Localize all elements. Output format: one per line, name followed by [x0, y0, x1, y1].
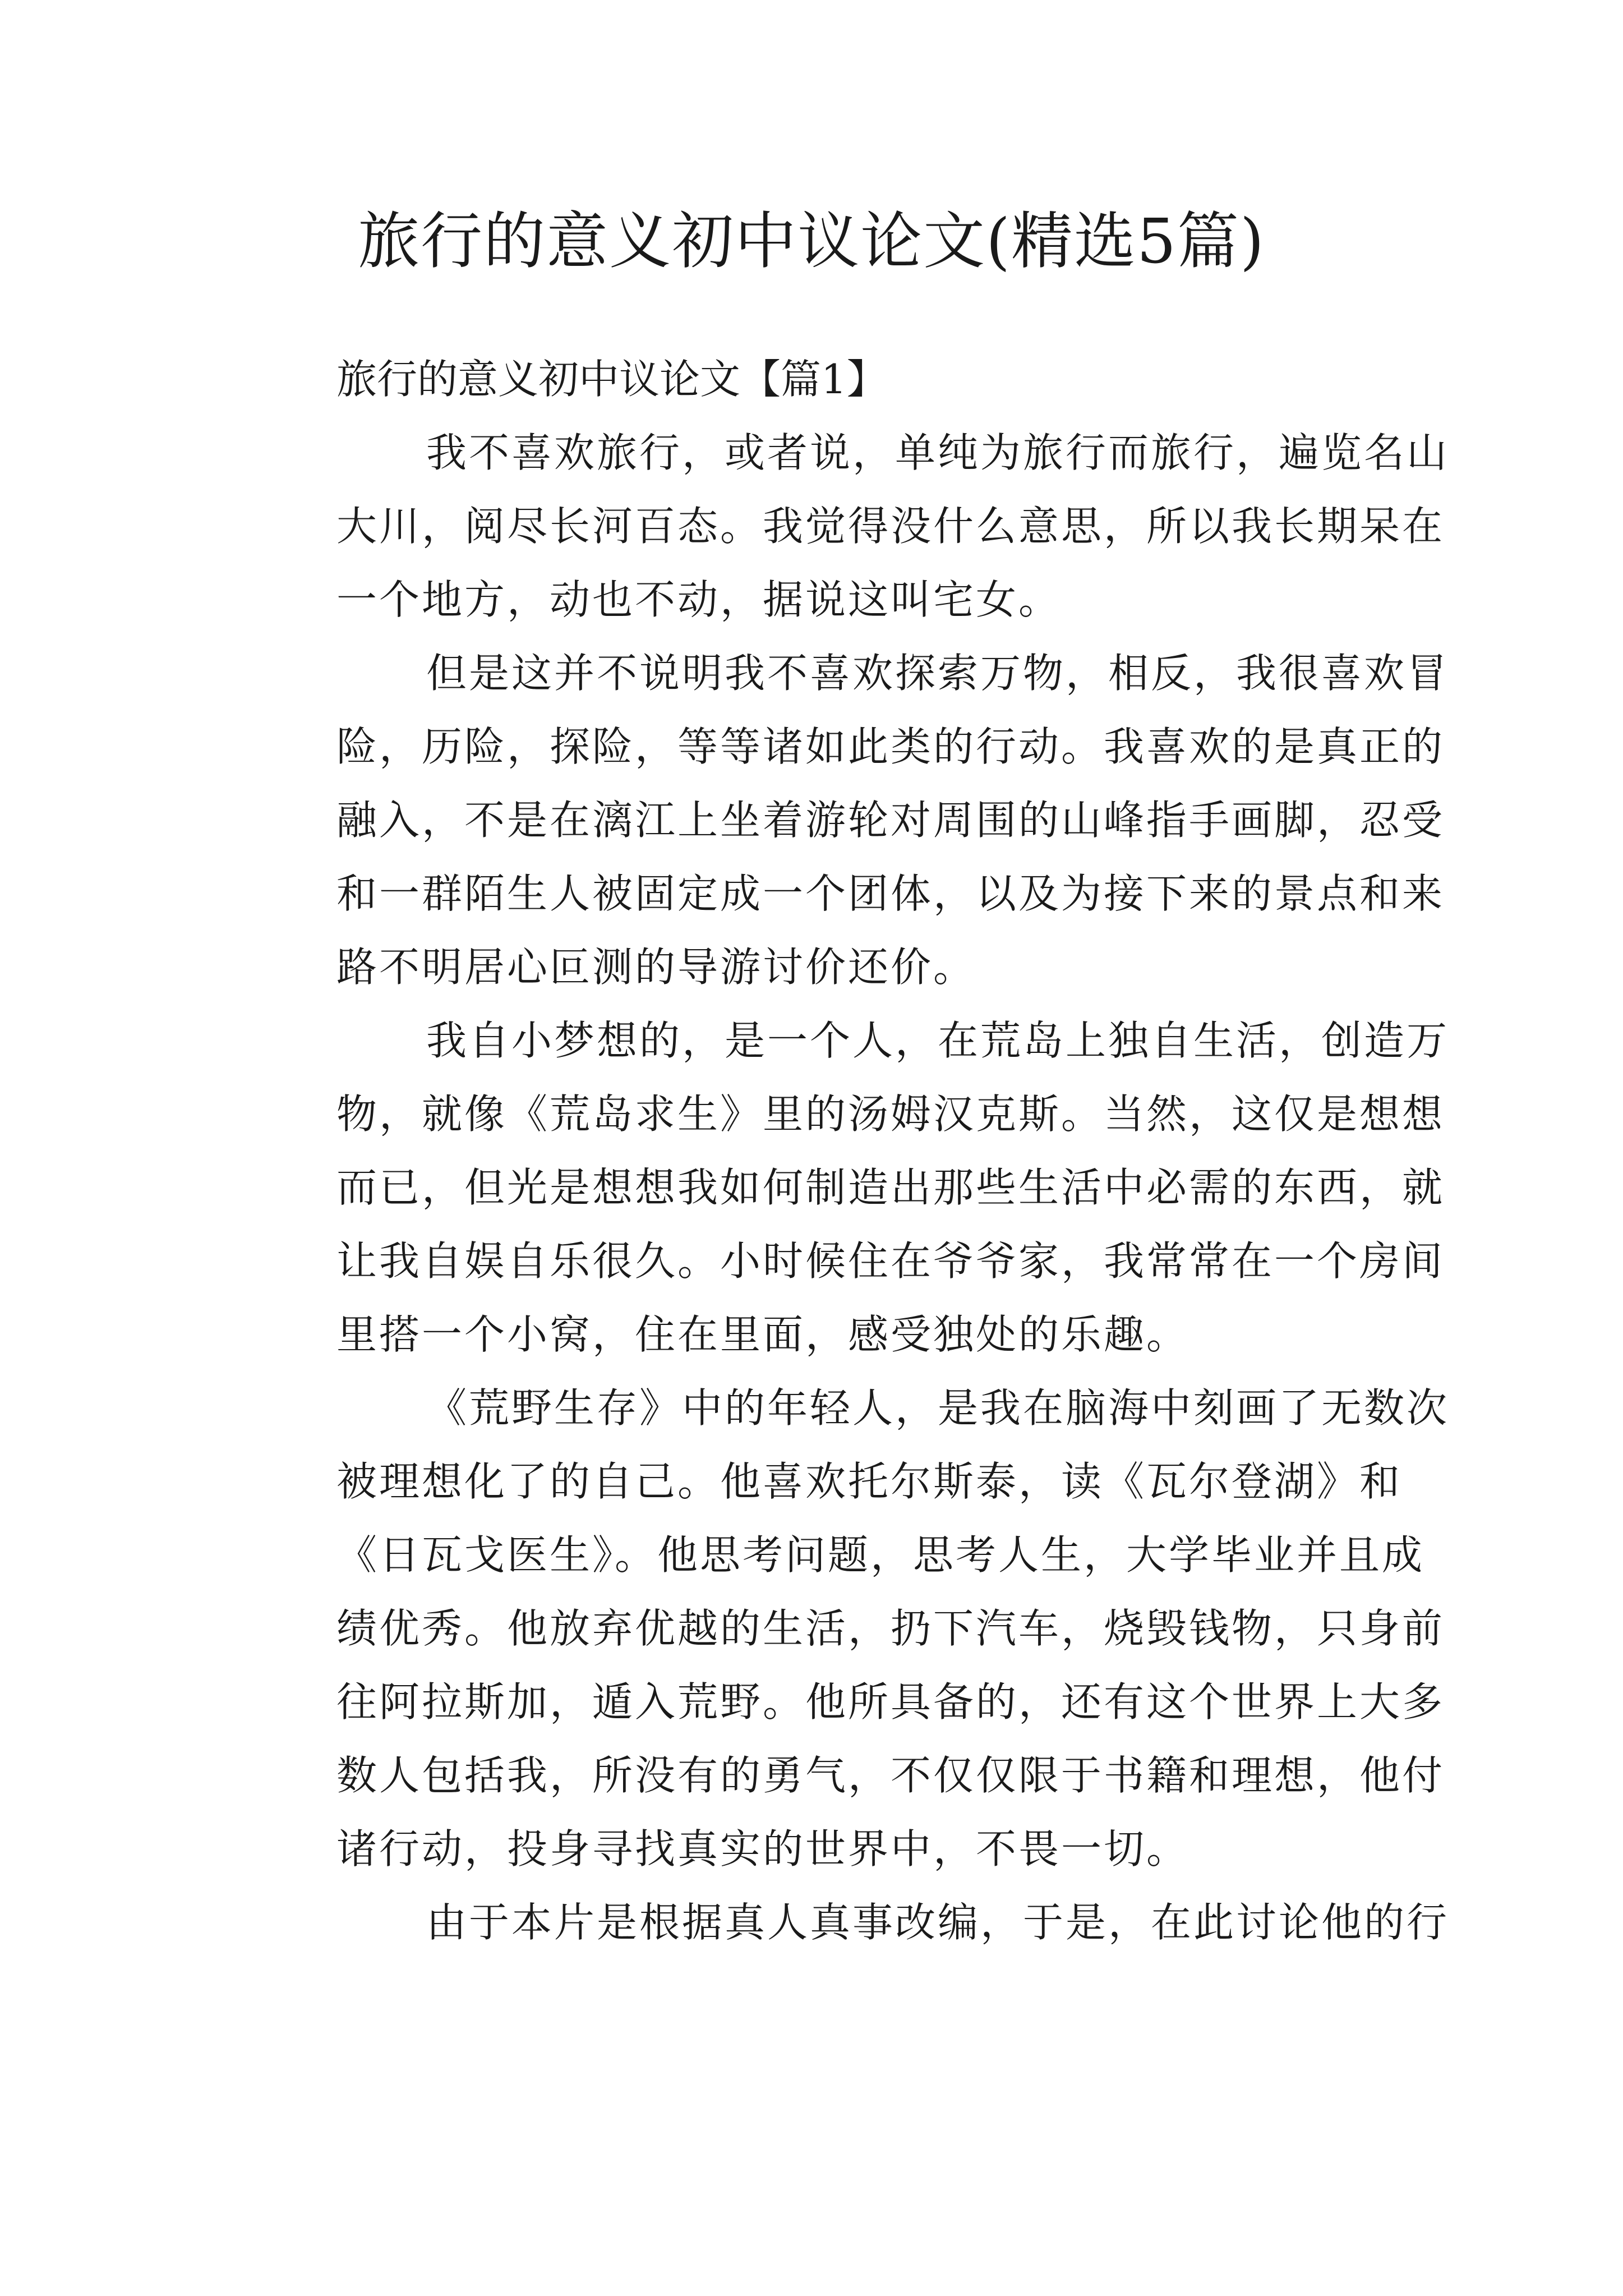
paragraph-5 [247, 1886, 1450, 1959]
paragraph-line: 我自小梦想的，是一个人，在荒岛上独自生活，创造万 [426, 1017, 1450, 1064]
paragraph-line: 一个地方，动也不动，据说这叫宅女。 [336, 576, 1062, 623]
paragraph-line: 绩优秀。他放弃优越的生活，扔下汽车，烧毁钱物，只身前 [336, 1605, 1445, 1652]
paragraph-1 [247, 416, 1450, 637]
paragraph-line: 由于本片是根据真人真事改编，于是，在此讨论他的行 [426, 1899, 1450, 1946]
paragraph-line: 大川，阅尽长河百态。我觉得没什么意思，所以我长期呆在 [336, 503, 1445, 550]
document-title: 旅行的意义初中议论文(精选5篇) [358, 205, 1265, 277]
paragraph-3 [247, 1004, 1450, 1372]
paragraph-line: 数人包括我，所没有的勇气，不仅仅限于书籍和理想，他付 [336, 1752, 1445, 1799]
paragraph-line: 和一群陌生人被固定成一个团体，以及为接下来的景点和来 [336, 870, 1445, 917]
paragraph-line: 路不明居心叵测的导游讨价还价。 [336, 944, 976, 991]
paragraph-line: 里搭一个小窝，住在里面，感受独处的乐趣。 [336, 1311, 1189, 1358]
paragraph-line: 诸行动，投身寻找真实的世界中，不畏一切。 [336, 1825, 1189, 1872]
paragraph-line: 让我自娱自乐很久。小时候住在爷爷家，我常常在一个房间 [336, 1237, 1445, 1285]
document-body [247, 342, 1450, 1959]
paragraph-line: 被理想化了的自己。他喜欢托尔斯泰，读《瓦尔登湖》和 [336, 1458, 1403, 1505]
paragraph-2 [247, 637, 1450, 1004]
paragraph-4 [247, 1372, 1450, 1886]
paragraph-line: 我不喜欢旅行，或者说，单纯为旅行而旅行，遍览名山 [426, 429, 1450, 476]
paragraph-line: 融入，不是在漓江上坐着游轮对周围的山峰指手画脚，忍受 [336, 797, 1445, 844]
paragraph-line: 但是这并不说明我不喜欢探索万物，相反，我很喜欢冒 [426, 650, 1450, 697]
paragraph-line: 而已，但光是想想我如何制造出那些生活中必需的东西，就 [336, 1164, 1445, 1211]
paragraph-line: 物，就像《荒岛求生》里的汤姆汉克斯。当然，这仅是想想 [336, 1091, 1445, 1138]
paragraph-line: 往阿拉斯加，遁入荒野。他所具备的，还有这个世界上大多 [336, 1678, 1445, 1726]
section-heading: 旅行的意义初中议论文【篇1】 [336, 356, 887, 403]
paragraph-line: 《日瓦戈医生》。他思考问题，思考人生，大学毕业并且成 [336, 1531, 1425, 1579]
paragraph-line: 《荒野生存》中的年轻人，是我在脑海中刻画了无数次 [426, 1384, 1450, 1432]
paragraph-line: 险，历险，探险，等等诸如此类的行动。我喜欢的是真正的 [336, 723, 1445, 770]
